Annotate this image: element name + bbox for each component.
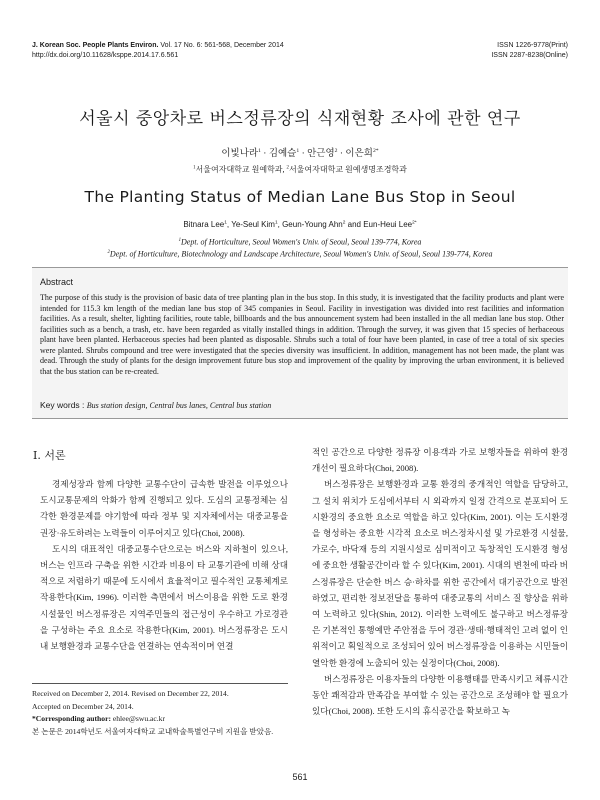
body-right-column [312, 444, 568, 719]
affil-ko-1-sup: 1 [193, 165, 196, 171]
issn-print: ISSN 1226-9778(Print) [497, 42, 568, 49]
author-sep: , [277, 220, 283, 229]
keywords-list: Bus station design, Central bus lanes, Central bus station [86, 401, 272, 410]
footnote-divider [32, 683, 288, 684]
issn-block [491, 41, 568, 61]
author-ko-3-sup: 2 [334, 147, 338, 154]
affil-en-1-sup: 1 [178, 238, 181, 243]
footnote [32, 688, 292, 738]
authors-english [0, 220, 600, 229]
author-en-2-sup: 1 [274, 220, 278, 226]
author-en-4-sup: 2* [412, 220, 417, 226]
journal-citation [32, 41, 284, 61]
issn-online: ISSN 2287-8238(Online) [491, 52, 568, 59]
author-ko-2: 김예슬 [268, 149, 297, 159]
affiliation-english-2 [0, 247, 600, 260]
author-and: and [345, 220, 364, 229]
paragraph: 경제성장과 함께 다양한 교통수단이 급속한 발전을 이루었으나 도시교통문제의 악화가 함께 진행되고 있다. 도심의 교통정체는 심각한 환경문제를 야기함에 따라 정부 및 지자체에서는 대중교통을 권장·유도하려는 노력들이 이루어지고 있다(Choi, 2008). [40, 479, 288, 538]
journal-name: J. Korean Soc. People Plants Environ. [32, 42, 159, 49]
author-sep: · [260, 149, 269, 159]
paragraph: 버스정류장은 이용자들의 다양한 이용행태를 만족시키고 체류시간 동안 쾌적감과 만족감을 부여할 수 있는 공간으로 조성해야 할 필요가 있다(Choi, 2008). 또한 도시의 휴식공간을 확보하고 녹 [312, 673, 568, 717]
doi-link[interactable]: http://dx.doi.org/10.11628/ksppe.2014.17.6.561 [32, 52, 179, 59]
abstract-label: Abstract [40, 277, 74, 287]
corresponding-email[interactable]: ehlee@swu.ac.kr [112, 714, 165, 724]
author-ko-2-sup: 1 [296, 147, 300, 154]
author-ko-1-sup: 1 [258, 147, 261, 154]
journal-issue: Vol. 17 No. 6: 561-568, December 2014 [160, 42, 284, 49]
author-sep: · [299, 149, 308, 159]
affil-en-1: Dept. of Horticulture, Seoul Women's Univ. of Seoul, Seoul 139-774, Korea [180, 237, 422, 247]
affil-ko-1: 서울여자대학교 원예학과, [195, 165, 287, 174]
author-en-1-sup: 1 [224, 220, 227, 226]
paragraph: 적인 공간으로 다양한 정류장 이용객과 가로 보행자들을 위하여 환경개선이 필요하다(Choi, 2008). [312, 447, 568, 474]
affiliation-english-1 [0, 235, 600, 248]
title-korean: 서울시 중앙차로 버스정류장의 식재현황 조사에 관한 연구 [79, 109, 521, 129]
author-en-3: Geun-Young Ahn [282, 220, 343, 229]
title-english: The Planting Status of Median Lane Bus Stop in Seoul [84, 188, 516, 206]
author-en-4: Eun-Heui Lee [363, 220, 413, 229]
affil-ko-2-sup: 2 [286, 165, 289, 171]
affil-en-2-sup: 2 [107, 250, 110, 255]
affil-en-2: Dept. of Horticulture, Biotechnology and Landscape Architecture, Seoul Women's Univ. of Seoul, Seoul 139-774, Korea [109, 249, 493, 259]
affiliations-korean [0, 164, 600, 175]
author-en-1: Bitnara Lee [183, 220, 225, 229]
author-ko-4-sup: 2* [372, 147, 379, 154]
received-date: Received on December 2, 2014. Revised on December 22, 2014. [32, 689, 229, 698]
authors-korean [0, 145, 600, 159]
author-ko-1: 이빛나라 [221, 149, 259, 159]
body-left-column [40, 476, 288, 654]
author-en-3-sup: 2 [342, 220, 346, 226]
author-sep: , [226, 220, 232, 229]
keywords-label: Key words : [40, 400, 87, 410]
funding-note: 본 논문은 2014학년도 서울여자대학교 교내학술특별연구비 지원을 받았음. [32, 726, 274, 736]
corresponding-author [32, 713, 292, 726]
accepted-date: Accepted on December 24, 2014. [32, 701, 134, 711]
paragraph: 도시의 대표적인 대중교통수단으로는 버스와 지하철이 있으나, 버스는 인프라 구축을 위한 시간과 비용이 타 교통기관에 비해 상대적으로 저렴하기 때문에 도시에서 효율적이고 필수적인 교통체계로 작용한다(Kim, 1996). 이러한 측면에서 버스이용을 위한 도로 환경시설물인 버스정류장은 지역주민들의 접근성이 우수하고 가로경관을 구성하는 주요 요소로 작용한다(Kim, 2001). 버스정류장은 도시 내 보행환경과 교통수단을 연결하는 연속적이며 연결 [40, 543, 288, 652]
paragraph: 버스정류장은 보행환경과 교통 환경의 중개적인 역할을 담당하고, 그 설치 위치가 도심에서부터 시 외곽까지 일정 간격으로 분포되어 도시환경의 중요한 요소로 역할을 하고 있다(Kim, 2001). 이는 도시환경을 형성하는 중요한 시각적 요소로 버스정차시설 및 가로환경 시설물, 가로수, 바닥재 등의 지원시설로 심미적이고 독창적인 도시환경 형성에 중요한 생활공간이라 할 수 있다(Kim, 2001). 시대의 변천에 따라 버스정류장은 단순한 버스 승·하차를 위한 공간에서 대기공간으로 발전하였고, 편리한 정보전달을 통하여 대중교통의 서비스 질 향상을 위하여 노력하고 있다(Shin, 2012). 이러한 노력에도 불구하고 버스정류장은 기본적인 통행예만 주안점을 두어 경관·생태·행태적인 고려 없이 인위적이고 획일적으로 조성되어 있어 버스정류장을 이용하는 시민들이 열악한 환경에 노출되어 있는 실정이다(Choi, 2008). [312, 479, 568, 668]
affil-ko-2: 서울여자대학교 원예생명조경학과 [288, 165, 407, 174]
author-ko-3: 안근영 [307, 149, 335, 159]
corresponding-label: *Corresponding author: [32, 714, 113, 724]
page-number: 561 [292, 772, 308, 782]
author-ko-4: 이은희 [345, 149, 373, 159]
author-sep: · [337, 149, 346, 159]
keywords [40, 400, 271, 410]
section-heading-introduction: Ⅰ. 서론 [33, 449, 66, 462]
author-en-2: Ye-Seul Kim [231, 220, 275, 229]
abstract-text: The purpose of this study is the provision of basic data of tree planting plan in the bus stop. In this study, it is investigated that the facility products and plant were intended for 115.3 km length of the median lane bus stop of 345 companies in Seoul. Facility in investigation was divided into rest facilities and information facilities. As a result, shelter, lighting facilities, route table, billboards and the bus announcement system had been installed in the all median lane bus stop. Other facilities such as a bench, a trash, etc. have been regarded as vitally installed things in addition. Through the survey, it was given that 15 species of herbaceous plant have been planted. Herbaceous species had been planted as disposable. Shrubs such a total of four have been planted, in case of tree a total of six species were planted. Shrubs compound and tree were investigated that the species diversity was insufficient. In addition, management has not been made, the plant was dead. Through the study of plants for the design improvement future bus stop and improvement of the quality by improving the urban environment, it is believed that the bus station can be re-created. [40, 293, 564, 376]
